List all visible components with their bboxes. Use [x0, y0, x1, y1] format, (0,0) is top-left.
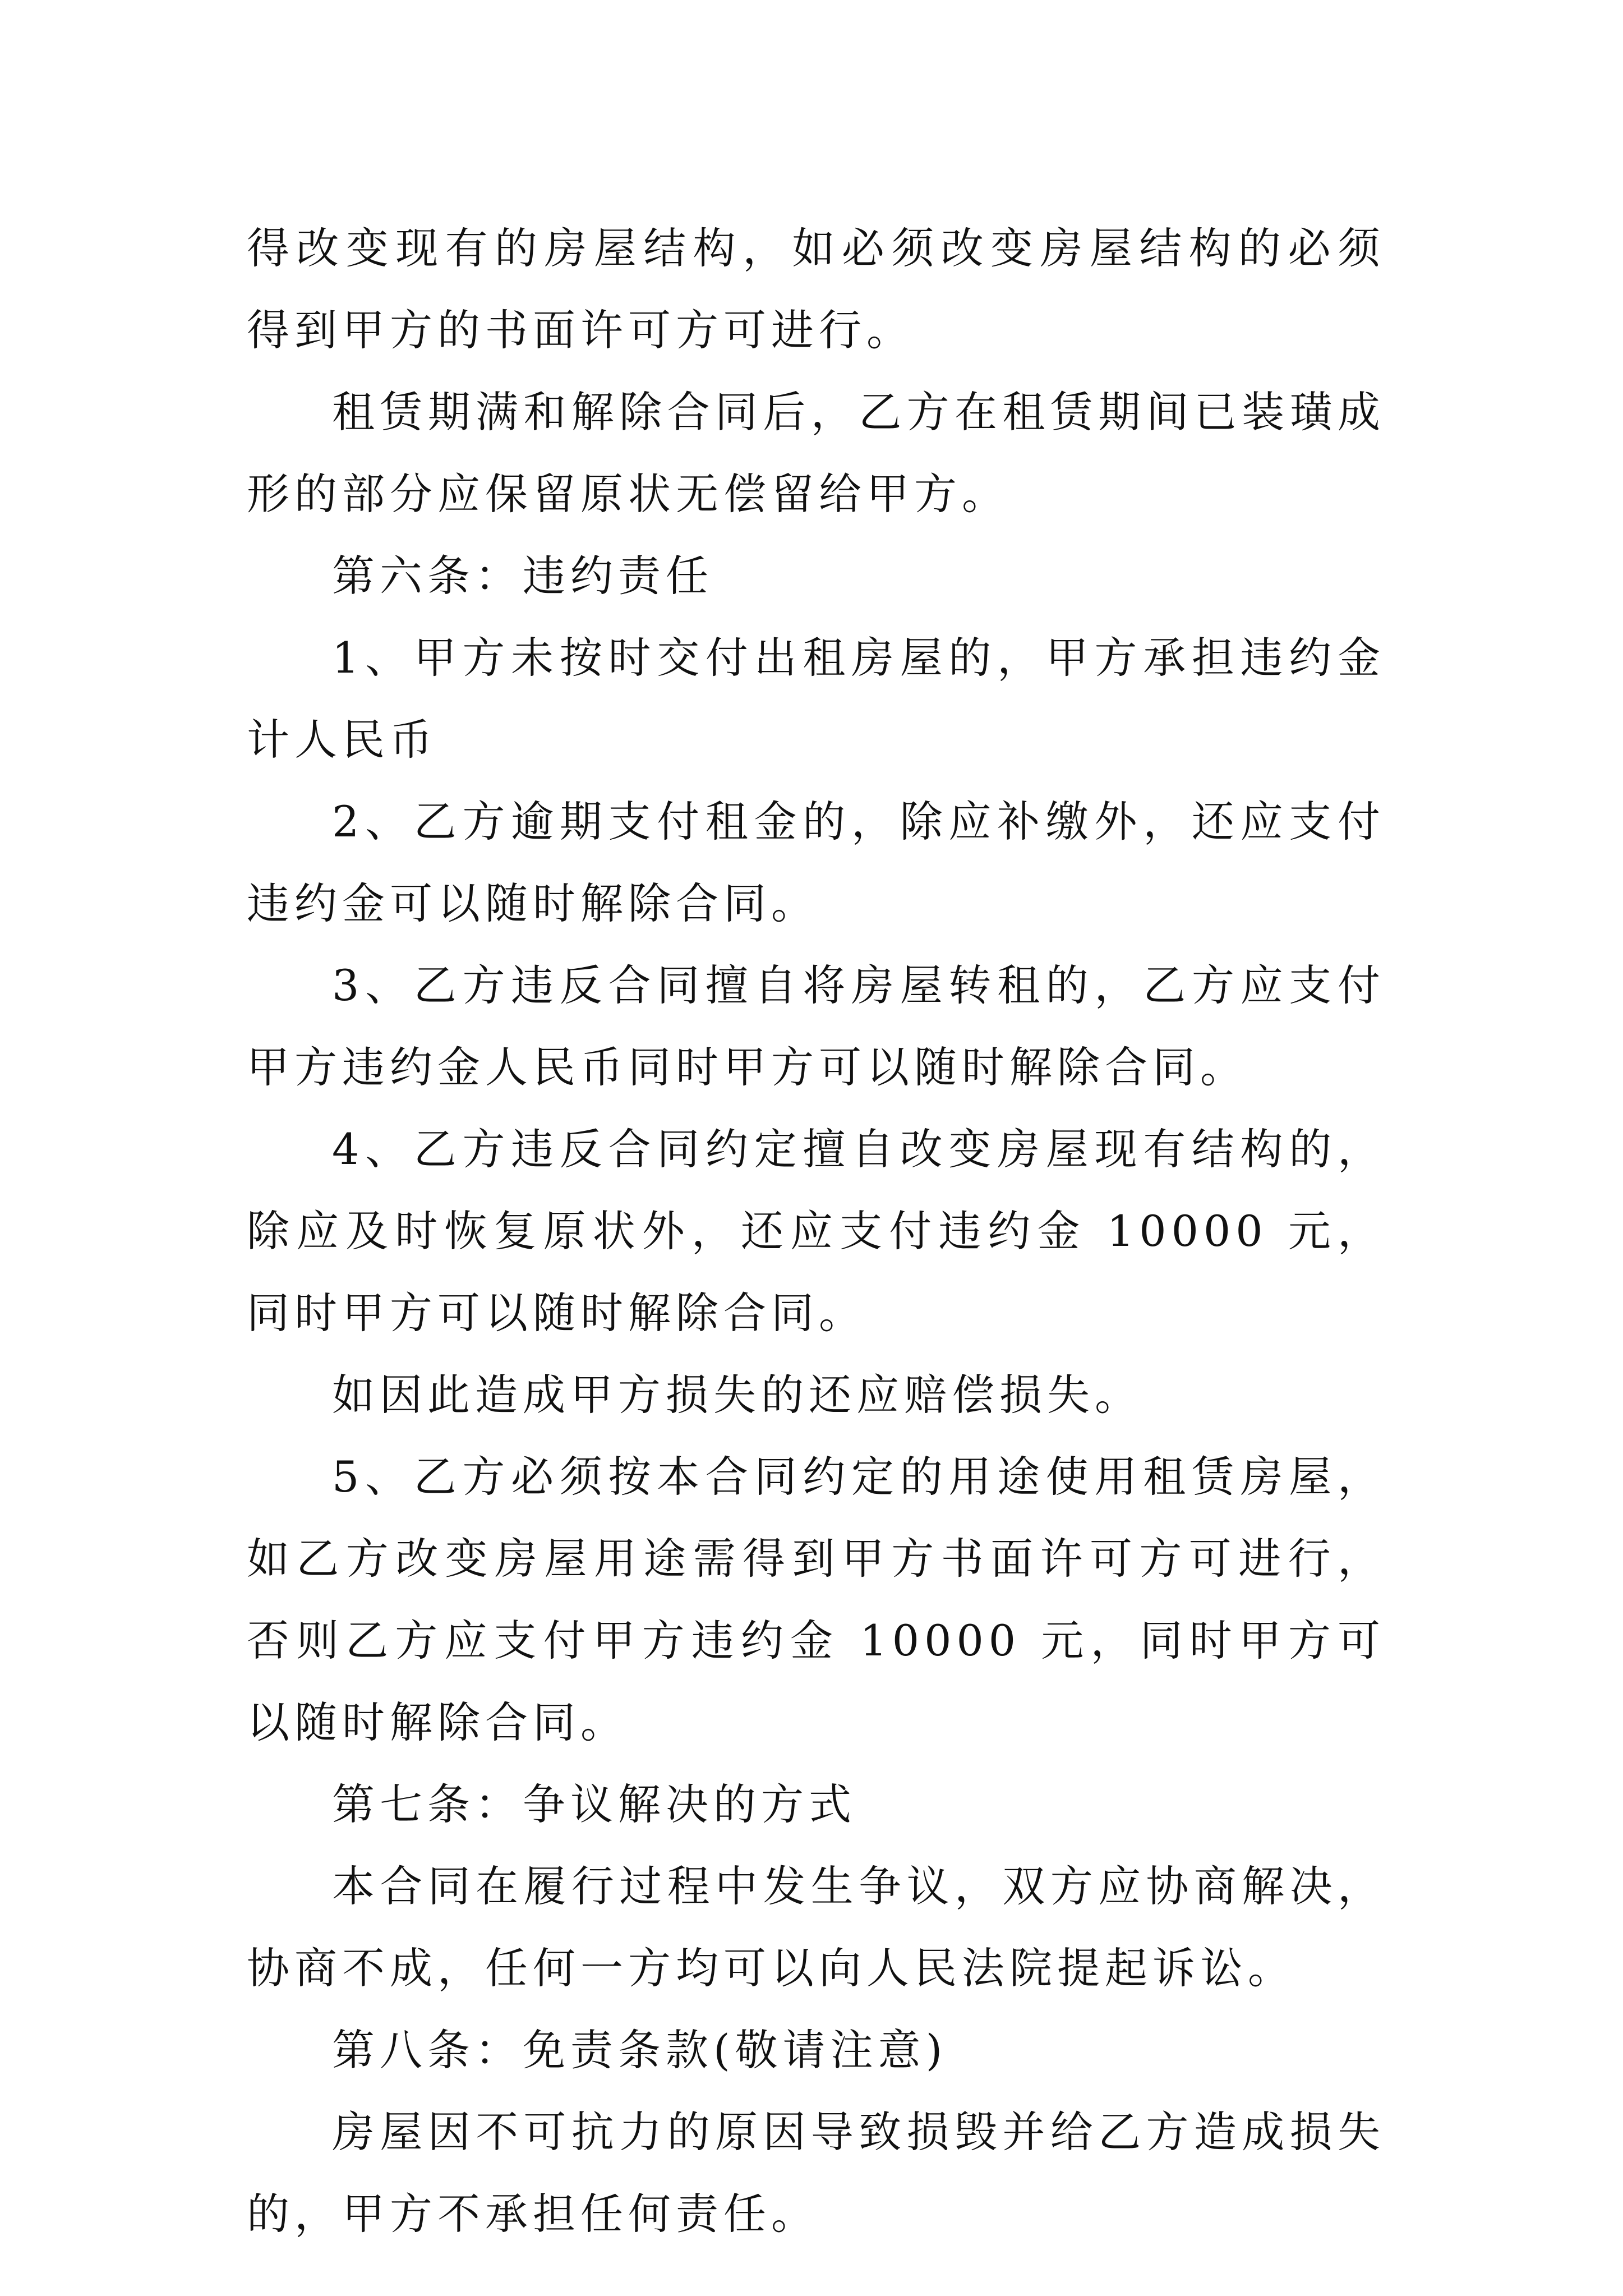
heading-article-eight: 第八条：免责条款(敬请注意) [332, 2025, 948, 2075]
clause-6-1: 1、甲方未按时交付出租房屋的，甲方承担违约金计人民币 [247, 633, 1385, 765]
clause-6-4: 4、乙方违反合同约定擅自改变房屋现有结构的，除应及时恢复原状外，还应支付违约金 10000 元，同时甲方可以随时解除合同。 [247, 1124, 1385, 1338]
paragraph-force-majeure: 房屋因不可抗力的原因导致损毁并给乙方造成损失的，甲方不承担任何责任。 [247, 2107, 1385, 2239]
paragraph-dispute-resolution: 本合同在履行过程中发生争议，双方应协商解决，协商不成，任何一方均可以向人民法院提起诉讼。 [247, 1861, 1385, 1993]
heading-article-seven: 第七条：争议解决的方式 [332, 1779, 856, 1829]
paragraph-decoration-retention: 租赁期满和解除合同后，乙方在租赁期间已装璜成形的部分应保留原状无偿留给甲方。 [247, 387, 1385, 519]
document-body [247, 208, 1385, 2255]
clause-6-3: 3、乙方违反合同擅自将房屋转租的，乙方应支付甲方违约金人民币同时甲方可以随时解除合同。 [247, 960, 1385, 1092]
clause-6-4-compensation: 如因此造成甲方损失的还应赔偿损失。 [332, 1370, 1142, 1420]
paragraph-continued-structure-clause: 得改变现有的房屋结构，如必须改变房屋结构的必须得到甲方的书面许可方可进行。 [247, 223, 1385, 355]
clause-6-2: 2、乙方逾期支付租金的，除应补缴外，还应支付违约金可以随时解除合同。 [247, 797, 1385, 928]
clause-6-5: 5、乙方必须按本合同约定的用途使用租赁房屋，如乙方改变房屋用途需得到甲方书面许可方可进行，否则乙方应支付甲方违约金 10000 元，同时甲方可以随时解除合同。 [247, 1452, 1385, 1747]
heading-article-six: 第六条：违约责任 [332, 551, 713, 601]
